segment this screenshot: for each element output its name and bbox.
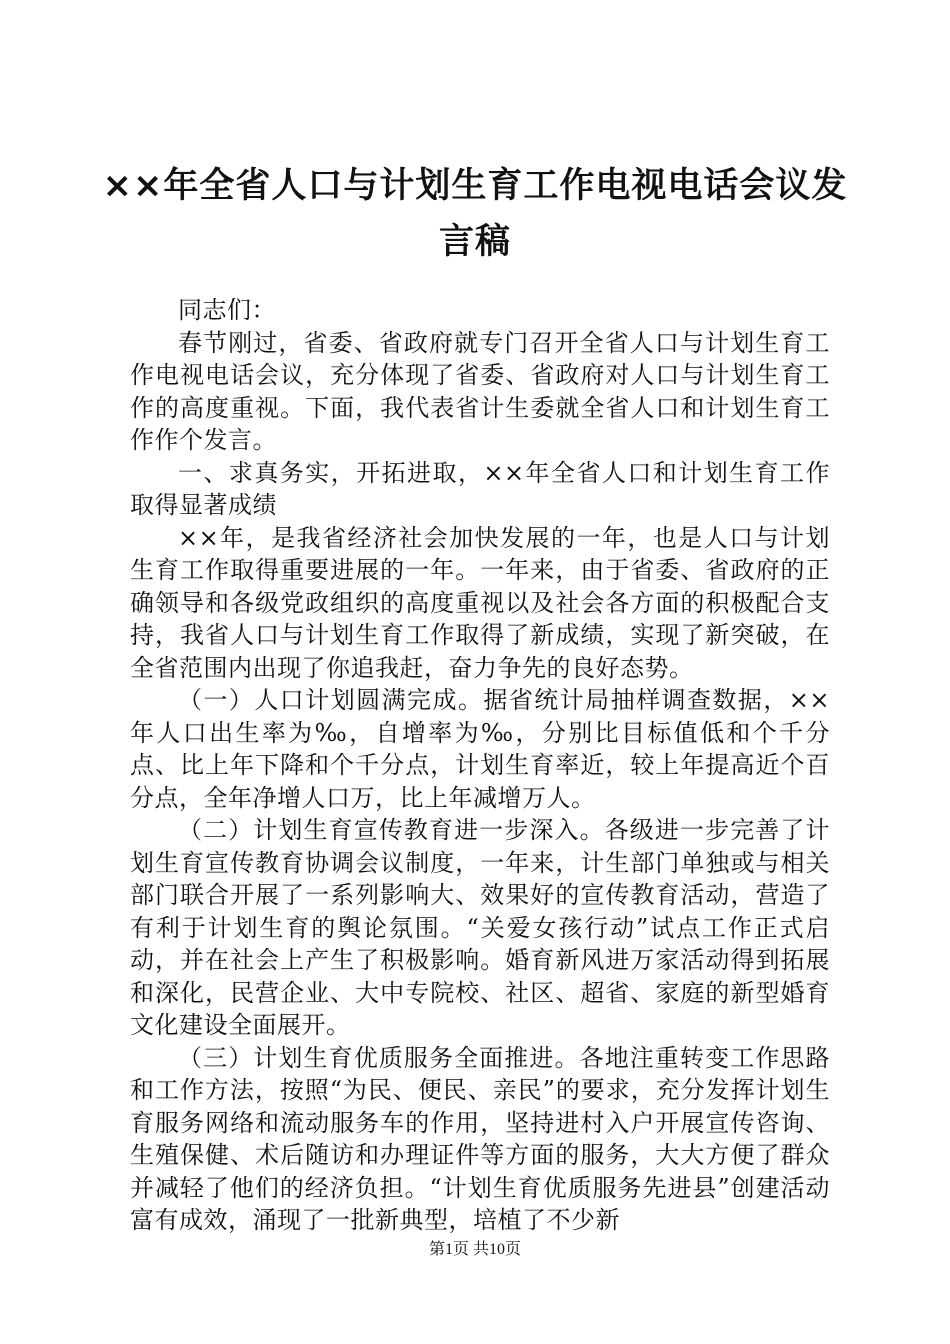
paragraph: （三）计划生育优质服务全面推进。各地注重转变工作思路和工作方法，按照“为民、便民、亲民”的要求，充分发挥计划生育服务网络和流动服务车的作用，坚持进村入户开展宣传咨询、生殖保健、术后随访和办理证件等方面的服务，大大方便了群众并减轻了他们的经济负担。“计划生育优质服务先进县”创建活动富有成效，涌现了一批新典型，培植了不少新 [130, 1043, 830, 1234]
paragraph: （一）人口计划圆满完成。据省统计局抽样调查数据，××年人口出生率为‰，自增率为‰，分别比目标值低和个千分点、比上年下降和个千分点，计划生育率近，较上年提高近个百分点，全年净增人口万，比上年减增万人。 [130, 686, 830, 812]
document-title: ××年全省人口与计划生育工作电视电话会议发言稿 [102, 166, 848, 262]
document-body [130, 294, 830, 1237]
page-number-footer: 第1页 共10页 [428, 1241, 521, 1258]
paragraph: （二）计划生育宣传教育进一步深入。各级进一步完善了计划生育宣传教育协调会议制度，一年来，计生部门单独或与相关部门联合开展了一系列影响大、效果好的宣传教育活动，营造了有利于计划生育的舆论氛围。“关爱女孩行动”试点工作正式启动，并在社会上产生了积极影响。婚育新风进万家活动得到拓展和深化，民营企业、大中专院校、社区、超省、家庭的新型婚育文化建设全面展开。 [130, 816, 830, 1039]
paragraph: ××年，是我省经济社会加快发展的一年，也是人口与计划生育工作取得重要进展的一年。一年来，由于省委、省政府的正确领导和各级党政组织的高度重视以及社会各方面的积极配合支持，我省人口与计划生育工作取得了新成绩，实现了新突破，在全省范围内出现了你追我赶，奋力争先的良好态势。 [130, 523, 830, 682]
paragraph: 春节刚过，省委、省政府就专门召开全省人口与计划生育工作电视电话会议，充分体现了省委、省政府对人口与计划生育工作的高度重视。下面，我代表省计生委就全省人口和计划生育工作作个发言。 [130, 328, 830, 454]
salutation: 同志们： [178, 296, 276, 324]
section-heading: 一、求真务实，开拓进取，××年全省人口和计划生育工作取得显著成绩 [130, 458, 830, 519]
